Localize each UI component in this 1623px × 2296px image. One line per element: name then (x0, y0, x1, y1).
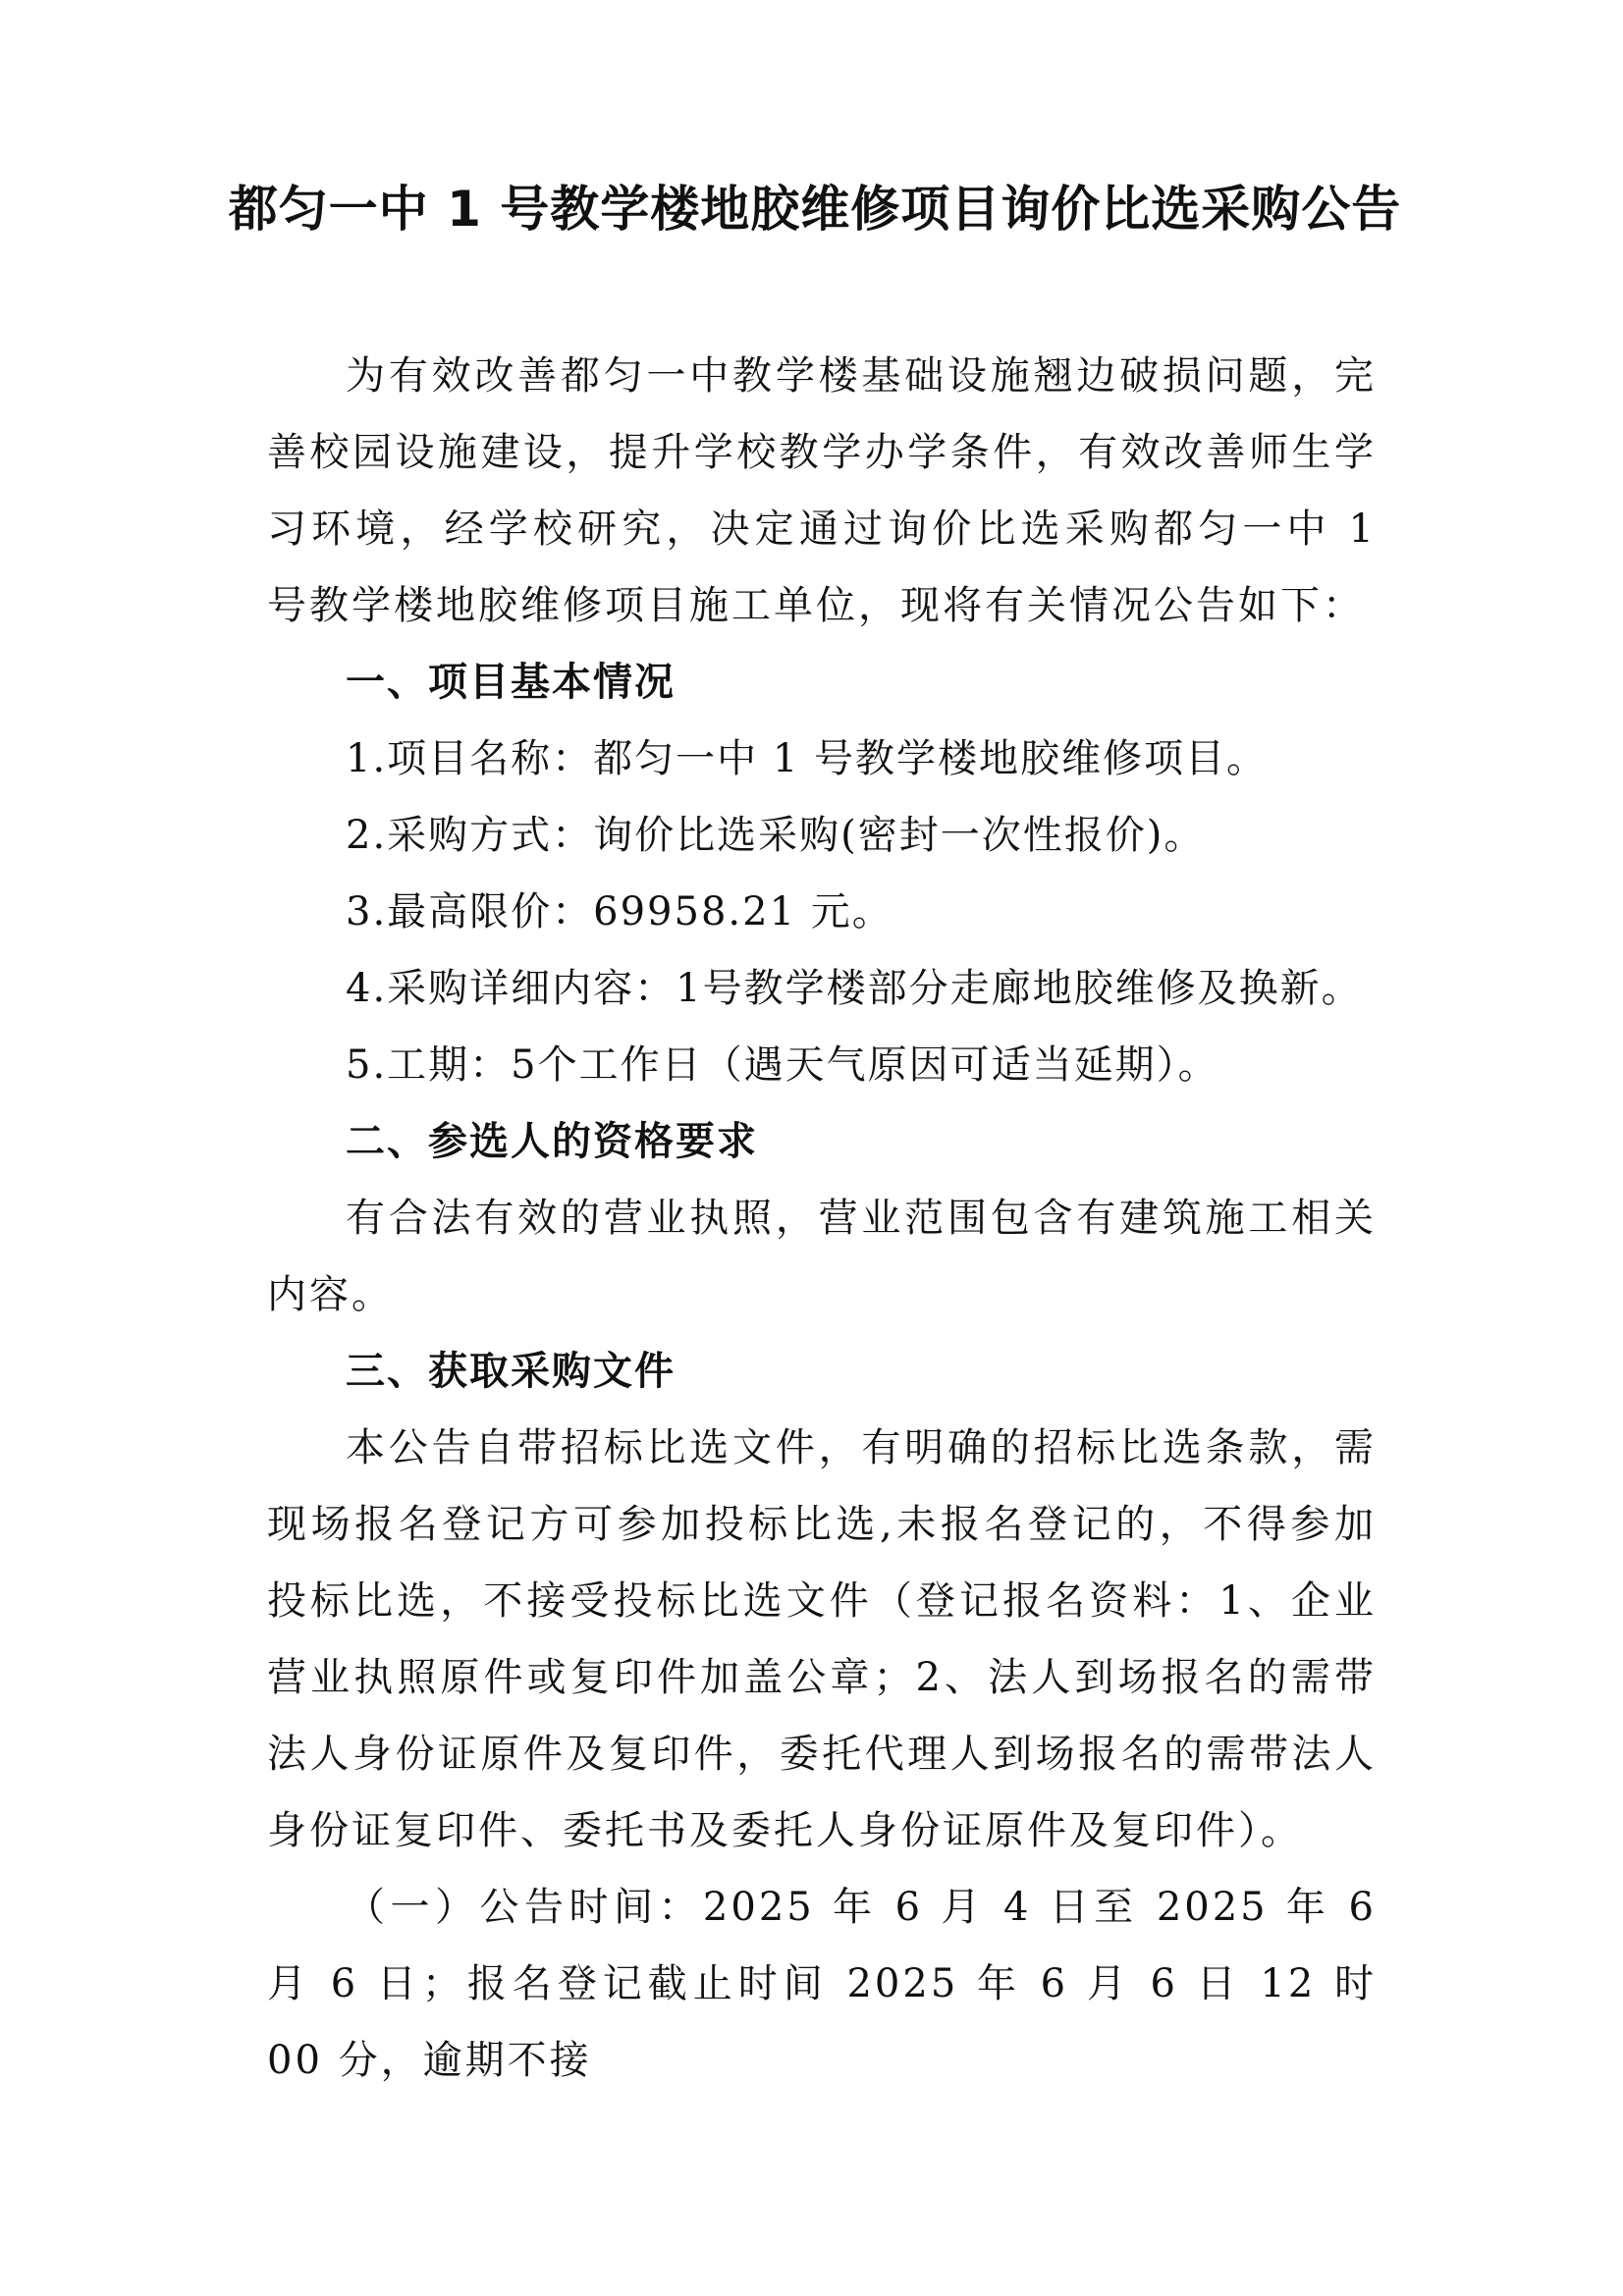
section-2-heading: 二、参选人的资格要求 (346, 1119, 758, 1164)
section-3-text: 本公告自带招标比选文件，有明确的招标比选条款，需现场报名登记方可参加投标比选,未报名登记的，不得参加投标比选，不接受投标比选文件（登记报名资料：1、企业营业执照原件或复印件加盖公章；2、法人到场报名的需带法人身份证原件及复印件，委托代理人到场报名的需带法人身份证复印件、委托书及委托人身份证原件及复印件）。 (267, 1425, 1377, 1853)
document-title: 都匀一中 1 号教学楼地胶维修项目询价比选采购公告 (228, 181, 1402, 238)
intro-paragraph: 为有效改善都匀一中教学楼基础设施翘边破损问题，完善校园设施建设，提升学校教学办学条件，有效改善师生学习环境，经学校研究，决定通过询价比选采购都匀一中 1 号教学楼地胶维修项目施工单位，现将有关情况公告如下： (267, 353, 1377, 628)
section-1-item: 4.采购详细内容：1号教学楼部分走廊地胶维修及换新。 (346, 966, 1363, 1011)
document-body (267, 338, 1377, 2099)
section-1-item: 2.采购方式：询价比选采购(密封一次性报价)。 (346, 813, 1206, 858)
section-1-item: 5.工期：5个工作日（遇天气原因可适当延期）。 (346, 1042, 1219, 1088)
section-1-item: 3.最高限价：69958.21 元。 (346, 889, 893, 934)
section-2-text: 有合法有效的营业执照，营业范围包含有建筑施工相关内容。 (267, 1196, 1377, 1317)
section-1-heading: 一、项目基本情况 (346, 660, 676, 705)
section-1-item: 1.项目名称：都匀一中 1 号教学楼地胶维修项目。 (346, 736, 1269, 781)
section-3-heading: 三、获取采购文件 (346, 1349, 676, 1394)
notice-time-paragraph: （一）公告时间：2025 年 6 月 4 日至 2025 年 6 月 6 日；报名登记截止时间 2025 年 6 月 6 日 12 时 00 分，逾期不接 (267, 1885, 1377, 2083)
